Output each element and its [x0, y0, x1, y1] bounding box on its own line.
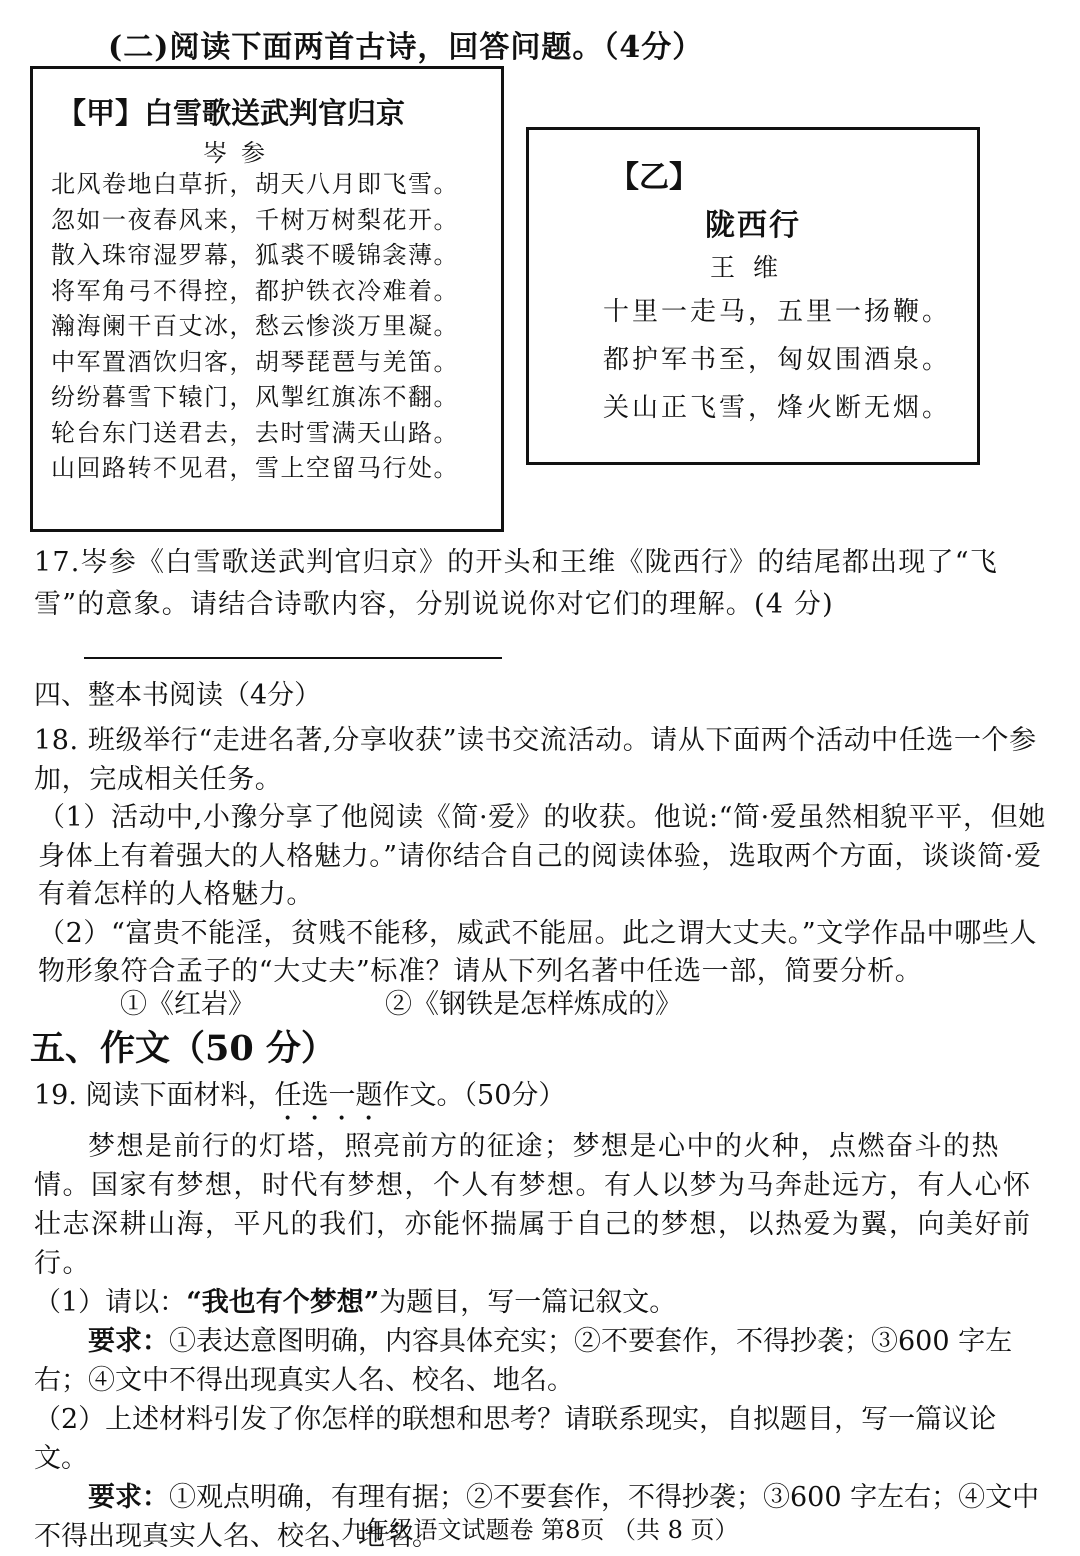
- choice-hongyan: ①《红岩》: [120, 989, 255, 1020]
- requirement-label: 要求：: [88, 1326, 169, 1357]
- choice-steel: ②《钢铁是怎样炼成的》: [385, 989, 682, 1020]
- poem-line: 都护军书至，匈奴围酒泉。: [603, 345, 952, 375]
- q19-material: 梦想是前行的灯塔，照亮前方的征途；梦想是心中的火种，点燃奋斗的热情。国家有梦想，时代有梦想，个人有梦想。有人以梦为马奔赴远方，有人心怀壮志深耕山海，平凡的我们，亦能怀揣属于自己的梦想，以热爱为翼，向美好前行。: [34, 1131, 1032, 1279]
- page-footer: 九年级语文试题卷 第8页 （共 8 页）: [341, 1516, 739, 1544]
- poem-line: 中军置酒饮归客，胡琴琵琶与羌笛。: [51, 347, 459, 376]
- poem-line: 忽如一夜春风来，千树万树梨花开。: [51, 205, 459, 234]
- requirement-2-text: ①观点明确，有理有据；②不要套作，不得抄袭；③600 字左右；④文中不得出现真实人名、校名、地名。: [34, 1482, 1040, 1552]
- q19-opt1-suffix: 为题目，写一篇记叙文。: [379, 1287, 677, 1318]
- q19-intro-before: 19. 阅读下面材料，: [34, 1080, 275, 1111]
- poem-b-author: 王维: [709, 253, 796, 282]
- poem-a-box: [30, 66, 504, 532]
- q19-opt1-prefix: （1）请以：: [34, 1287, 187, 1318]
- poem-a-title: 【甲】白雪歌送武判官归京: [57, 96, 406, 130]
- question-18: [34, 722, 1050, 992]
- section-title: (二)阅读下面两首古诗，回答问题。（4分）: [108, 30, 704, 65]
- poem-line: 北风卷地白草折，胡天八月即飞雪。: [51, 170, 459, 198]
- poem-b-label: 【乙】: [609, 160, 699, 195]
- q19-intro-after: 作文。（50分）: [382, 1080, 566, 1111]
- part-4-title: 四、整本书阅读（4分）: [34, 680, 322, 711]
- q19-opt1-title: “我也有个梦想”: [186, 1287, 380, 1318]
- part-5-title: 五、作文（50 分）: [30, 1028, 336, 1069]
- poem-b-lines: [603, 288, 951, 432]
- poem-line: 瀚海阑干百丈冰，愁云惨淡万里凝。: [51, 312, 459, 340]
- q18-intro: 18. 班级举行“走进名著,分享收获”读书交流活动。请从下面两个活动中任选一个参加，完成相关任务。: [34, 725, 1037, 795]
- poem-line: 散入珠帘湿罗幕，狐裘不暖锦衾薄。: [51, 241, 459, 269]
- poem-a-lines: [51, 167, 459, 487]
- requirement-label: 要求：: [88, 1482, 169, 1513]
- poem-a-author: 岑参: [203, 139, 279, 167]
- poem-b-title: 陇西行: [705, 208, 801, 243]
- requirement-1-text: ①表达意图明确，内容具体充实；②不要套作，不得抄袭；③600 字左右；④文中不得出现真实人名、校名、地名。: [34, 1326, 1013, 1396]
- question-19: [34, 1078, 1050, 1556]
- poem-line: 山回路转不见君，雪上空留马行处。: [51, 454, 459, 482]
- poem-line: 关山正飞雪，烽火断无烟。: [603, 393, 952, 423]
- q18-sub-1: （1）活动中,小豫分享了他阅读《简·爱》的收获。他说:“简·爱虽然相貌平平，但她身体上有着强大的人格魅力。”请你结合自己的阅读体验，选取两个方面，谈谈简·爱有着怎样的人格魅力。: [38, 802, 1046, 910]
- answer-line: [84, 657, 502, 659]
- q19-intro-emphasis: 任选一题: [274, 1080, 383, 1111]
- poem-b-box: [526, 127, 980, 465]
- q19-requirement-1: [34, 1322, 1050, 1400]
- poem-line: 轮台东门送君去，去时雪满天山路。: [51, 418, 459, 447]
- q19-intro: [34, 1078, 1050, 1127]
- question-17: 17.岑参《白雪歌送武判官归京》的开头和王维《陇西行》的结尾都出现了“飞雪”的意象。请结合诗歌内容，分别说说你对它们的理解。(4 分): [34, 547, 998, 620]
- q18-sub-2: （2）“富贵不能淫，贫贱不能移，威武不能屈。此之谓大丈夫。”文学作品中哪些人物形象符合孟子的“大丈夫”标准？请从下列名著中任选一部，简要分析。: [38, 917, 1038, 987]
- q19-option-2: （2）上述材料引发了你怎样的联想和思考？请联系现实，自拟题目，写一篇议论文。: [34, 1404, 997, 1474]
- poem-line: 将军角弓不得控，都护铁衣冷难着。: [51, 276, 459, 305]
- q19-option-1: [34, 1283, 1050, 1322]
- poem-line: 纷纷暮雪下辕门，风掣红旗冻不翻。: [51, 383, 459, 411]
- poem-line: 十里一走马，五里一扬鞭。: [603, 297, 952, 327]
